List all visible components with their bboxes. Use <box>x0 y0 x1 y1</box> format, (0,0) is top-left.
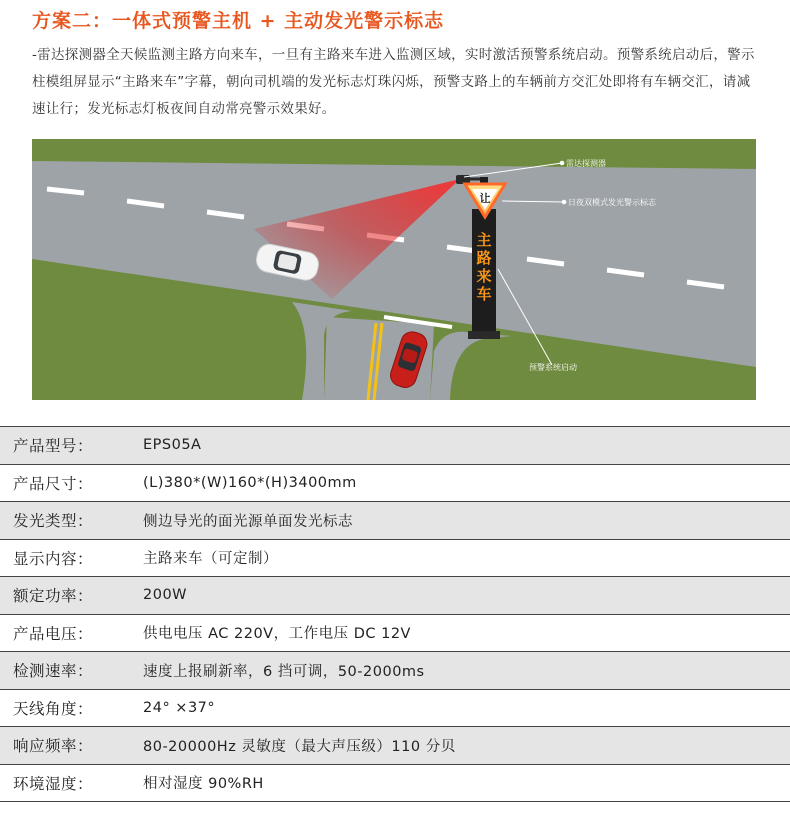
spec-value: 80-20000Hz 灵敏度（最大声压级）110 分贝 <box>143 738 456 755</box>
spec-row <box>0 652 790 690</box>
spec-value: 主路来车（可定制） <box>143 551 278 568</box>
system-label: 预警系统启动 <box>529 363 577 372</box>
spec-label: 环境湿度： <box>13 774 94 793</box>
spec-label: 响应频率： <box>13 737 94 756</box>
sign-callout-dot <box>562 200 566 204</box>
page-title: 方案二：一体式预警主机 + 主动发光警示标志 <box>32 10 445 32</box>
pole-char-4: 车 <box>476 285 492 303</box>
spec-label: 额定功率： <box>13 587 94 606</box>
spec-label: 显示内容： <box>13 549 94 568</box>
spec-label: 产品型号： <box>13 437 94 456</box>
spec-label: 检测速率： <box>13 662 94 681</box>
spec-row <box>0 465 790 503</box>
spec-row <box>0 690 790 728</box>
spec-label: 天线角度： <box>13 699 94 718</box>
spec-row <box>0 540 790 578</box>
spec-value: 24° ×37° <box>143 699 216 716</box>
spec-value: (L)380*(W)160*(H)3400mm <box>143 474 357 491</box>
spec-row <box>0 727 790 765</box>
spec-row <box>0 615 790 653</box>
radar-callout-dot <box>560 161 564 165</box>
spec-row <box>0 577 790 615</box>
scene-illustration <box>32 139 756 400</box>
radar-label: 雷达探测器 <box>566 159 606 168</box>
spec-label: 产品尺寸： <box>13 474 94 493</box>
spec-value: 侧边导光的面光源单面发光标志 <box>143 513 353 530</box>
spec-label: 产品电压： <box>13 624 94 643</box>
road-scene-svg <box>32 139 756 400</box>
spec-table <box>0 426 790 802</box>
spec-value: 速度上报刷新率，6 挡可调，50-2000ms <box>143 663 425 680</box>
yield-sign-text: 让 <box>479 192 491 205</box>
pole-char-3: 来 <box>476 267 492 285</box>
spec-row <box>0 427 790 465</box>
pole-char-1: 主 <box>476 231 492 249</box>
spec-row <box>0 502 790 540</box>
pole-char-2: 路 <box>476 249 492 267</box>
spec-value: 供电电压 AC 220V，工作电压 DC 12V <box>143 626 411 643</box>
spec-value: 相对湿度 90%RH <box>143 776 264 793</box>
intro-paragraph: -雷达探测器全天候监测主路方向来车，一旦有主路来车进入监测区域，实时激活预警系统启动。预警系统启动后，警示柱模组屏显示“主路来车”字幕，朝向司机端的发光标志灯珠闪烁，预警支路上的车辆前方交汇处即将有车辆交汇，请减速让行；发光标志灯板夜间自动常亮警示效果好。 <box>32 47 755 117</box>
spec-value: EPS05A <box>143 437 202 454</box>
spec-value: 200W <box>143 587 188 604</box>
sign-label: 日夜双模式发光警示标志 <box>568 198 656 207</box>
pole-base <box>468 331 500 339</box>
spec-label: 发光类型： <box>13 512 94 531</box>
spec-row <box>0 765 790 803</box>
